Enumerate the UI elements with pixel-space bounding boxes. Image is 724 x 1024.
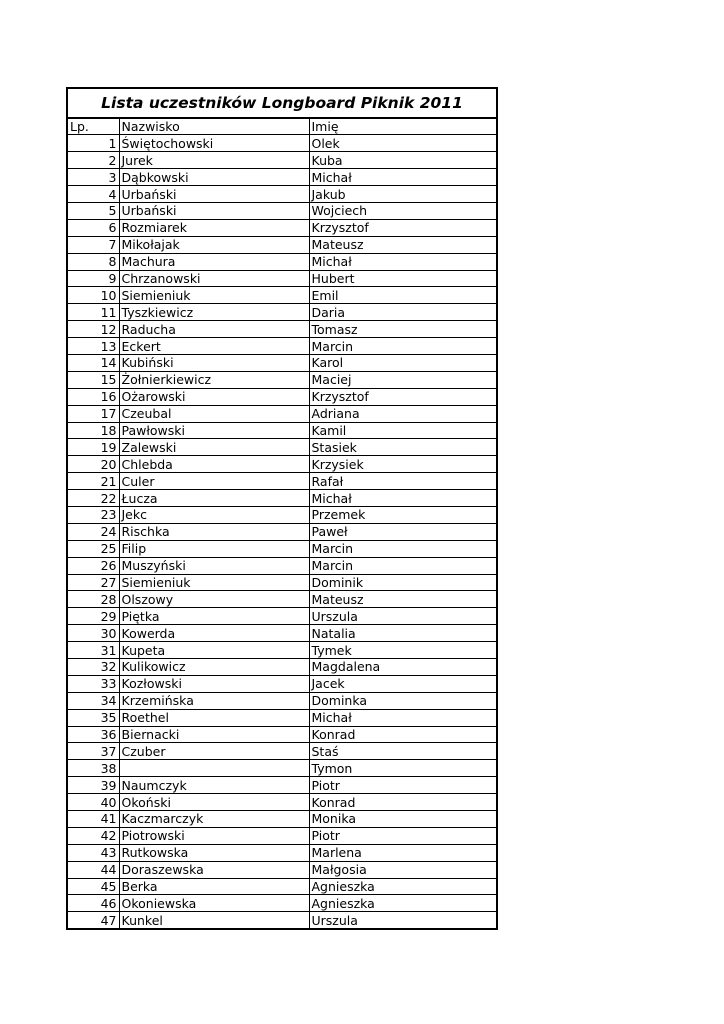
cell-lp[interactable]: 47 <box>67 912 119 929</box>
cell-nazwisko[interactable]: Jekc <box>119 506 309 523</box>
cell-lp[interactable]: 10 <box>67 287 119 304</box>
table-row <box>67 557 497 574</box>
table-row <box>67 794 497 811</box>
table-row <box>67 371 497 388</box>
table-row <box>67 692 497 709</box>
cell-imie[interactable]: Krzysiek <box>309 456 497 473</box>
cell-imie[interactable]: Mateusz <box>309 591 497 608</box>
cell-nazwisko[interactable]: Siemieniuk <box>119 574 309 591</box>
cell-imie[interactable]: Michał <box>309 253 497 270</box>
table-row <box>67 895 497 912</box>
table-row <box>67 675 497 692</box>
cell-nazwisko[interactable]: Culer <box>119 473 309 490</box>
cell-lp[interactable]: 6 <box>67 219 119 236</box>
cell-lp[interactable]: 3 <box>67 169 119 186</box>
table-row <box>67 236 497 253</box>
cell-imie[interactable]: Przemek <box>309 506 497 523</box>
cell-lp[interactable]: 28 <box>67 591 119 608</box>
cell-lp[interactable]: 38 <box>67 760 119 777</box>
table-row <box>67 186 497 203</box>
cell-imie[interactable]: Tymon <box>309 760 497 777</box>
cell-nazwisko[interactable]: Piętka <box>119 608 309 625</box>
table-row <box>67 135 497 152</box>
table-row <box>67 726 497 743</box>
table-row <box>67 287 497 304</box>
cell-lp[interactable]: 31 <box>67 642 119 659</box>
table-row <box>67 152 497 169</box>
cell-nazwisko[interactable]: Chrzanowski <box>119 270 309 287</box>
cell-lp[interactable]: 37 <box>67 743 119 760</box>
cell-nazwisko[interactable]: Pawłowski <box>119 422 309 439</box>
cell-imie[interactable]: Rafał <box>309 473 497 490</box>
cell-nazwisko[interactable]: Biernacki <box>119 726 309 743</box>
cell-nazwisko[interactable]: Muszyński <box>119 557 309 574</box>
cell-nazwisko[interactable]: Ożarowski <box>119 388 309 405</box>
cell-imie[interactable]: Kuba <box>309 152 497 169</box>
cell-nazwisko[interactable]: Krzemińska <box>119 692 309 709</box>
cell-imie[interactable]: Daria <box>309 304 497 321</box>
table-row <box>67 540 497 557</box>
header-nazwisko[interactable]: Nazwisko <box>119 118 309 135</box>
table-row <box>67 642 497 659</box>
cell-lp[interactable]: 39 <box>67 777 119 794</box>
cell-imie[interactable]: Maciej <box>309 371 497 388</box>
cell-nazwisko[interactable]: Machura <box>119 253 309 270</box>
cell-imie[interactable]: Marcin <box>309 540 497 557</box>
cell-nazwisko[interactable]: Piotrowski <box>119 827 309 844</box>
table-row <box>67 861 497 878</box>
table-row <box>67 456 497 473</box>
cell-lp[interactable]: 27 <box>67 574 119 591</box>
cell-lp[interactable]: 15 <box>67 371 119 388</box>
cell-lp[interactable]: 21 <box>67 473 119 490</box>
cell-lp[interactable]: 20 <box>67 456 119 473</box>
cell-lp[interactable]: 42 <box>67 827 119 844</box>
cell-imie[interactable]: Dominka <box>309 692 497 709</box>
cell-nazwisko[interactable]: Żołnierkiewicz <box>119 371 309 388</box>
cell-imie[interactable]: Krzysztof <box>309 219 497 236</box>
cell-imie[interactable]: Magdalena <box>309 659 497 676</box>
table-row <box>67 321 497 338</box>
cell-imie[interactable]: Staś <box>309 743 497 760</box>
header-imie[interactable]: Imię <box>309 118 497 135</box>
cell-lp[interactable]: 40 <box>67 794 119 811</box>
table-row <box>67 659 497 676</box>
table-row <box>67 523 497 540</box>
cell-nazwisko[interactable]: Doraszewska <box>119 861 309 878</box>
table-row <box>67 405 497 422</box>
cell-imie[interactable]: Wojciech <box>309 202 497 219</box>
cell-imie[interactable]: Konrad <box>309 726 497 743</box>
sheet-title[interactable]: Lista uczestników Longboard Piknik 2011 <box>67 88 497 118</box>
cell-lp[interactable]: 30 <box>67 625 119 642</box>
table-row <box>67 743 497 760</box>
cell-imie[interactable]: Małgosia <box>309 861 497 878</box>
cell-nazwisko[interactable]: Mikołajak <box>119 236 309 253</box>
cell-imie[interactable]: Michał <box>309 490 497 507</box>
cell-imie[interactable]: Tymek <box>309 642 497 659</box>
cell-imie[interactable]: Natalia <box>309 625 497 642</box>
table-row <box>67 169 497 186</box>
cell-lp[interactable]: 45 <box>67 878 119 895</box>
cell-nazwisko[interactable]: Rozmiarek <box>119 219 309 236</box>
cell-lp[interactable]: 2 <box>67 152 119 169</box>
cell-imie[interactable]: Marcin <box>309 557 497 574</box>
cell-imie[interactable]: Urszula <box>309 608 497 625</box>
cell-nazwisko[interactable]: Świętochowski <box>119 135 309 152</box>
table-row <box>67 202 497 219</box>
cell-nazwisko[interactable]: Rischka <box>119 523 309 540</box>
cell-nazwisko[interactable]: Kozłowski <box>119 675 309 692</box>
cell-nazwisko[interactable]: Łucza <box>119 490 309 507</box>
cell-nazwisko[interactable]: Urbański <box>119 186 309 203</box>
table-row <box>67 709 497 726</box>
table-row <box>67 777 497 794</box>
cell-nazwisko[interactable]: Rutkowska <box>119 844 309 861</box>
cell-imie[interactable]: Kamil <box>309 422 497 439</box>
table-row <box>67 827 497 844</box>
cell-imie[interactable]: Agnieszka <box>309 878 497 895</box>
cell-lp[interactable]: 26 <box>67 557 119 574</box>
table-row <box>67 270 497 287</box>
table-row <box>67 625 497 642</box>
cell-imie[interactable]: Marlena <box>309 844 497 861</box>
table-row <box>67 506 497 523</box>
cell-nazwisko[interactable]: Kulikowicz <box>119 659 309 676</box>
cell-lp[interactable]: 32 <box>67 659 119 676</box>
cell-imie[interactable]: Mateusz <box>309 236 497 253</box>
cell-nazwisko[interactable]: Dąbkowski <box>119 169 309 186</box>
cell-lp[interactable]: 17 <box>67 405 119 422</box>
cell-lp[interactable]: 14 <box>67 354 119 371</box>
table-row <box>67 811 497 828</box>
cell-imie[interactable]: Olek <box>309 135 497 152</box>
cell-nazwisko[interactable]: Raducha <box>119 321 309 338</box>
cell-imie[interactable]: Krzysztof <box>309 388 497 405</box>
cell-nazwisko[interactable]: Eckert <box>119 338 309 355</box>
cell-nazwisko[interactable]: Olszowy <box>119 591 309 608</box>
cell-lp[interactable]: 8 <box>67 253 119 270</box>
cell-nazwisko[interactable]: Kubiński <box>119 354 309 371</box>
table-row <box>67 878 497 895</box>
cell-imie[interactable]: Michał <box>309 169 497 186</box>
cell-lp[interactable]: 46 <box>67 895 119 912</box>
cell-nazwisko[interactable]: Filip <box>119 540 309 557</box>
cell-imie[interactable]: Tomasz <box>309 321 497 338</box>
cell-lp[interactable]: 41 <box>67 811 119 828</box>
cell-nazwisko[interactable]: Tyszkiewicz <box>119 304 309 321</box>
cell-nazwisko[interactable]: Okoniewska <box>119 895 309 912</box>
cell-lp[interactable]: 34 <box>67 692 119 709</box>
cell-lp[interactable]: 22 <box>67 490 119 507</box>
cell-imie[interactable]: Agnieszka <box>309 895 497 912</box>
title-row <box>67 88 497 118</box>
cell-imie[interactable]: Paweł <box>309 523 497 540</box>
cell-lp[interactable]: 7 <box>67 236 119 253</box>
cell-imie[interactable]: Michał <box>309 709 497 726</box>
table-row <box>67 591 497 608</box>
cell-lp[interactable]: 16 <box>67 388 119 405</box>
table-row <box>67 844 497 861</box>
cell-lp[interactable]: 4 <box>67 186 119 203</box>
cell-nazwisko[interactable]: Czuber <box>119 743 309 760</box>
cell-lp[interactable]: 5 <box>67 202 119 219</box>
cell-lp[interactable]: 13 <box>67 338 119 355</box>
table-row <box>67 253 497 270</box>
cell-imie[interactable]: Marcin <box>309 338 497 355</box>
cell-imie[interactable]: Piotr <box>309 777 497 794</box>
cell-nazwisko[interactable]: Zalewski <box>119 439 309 456</box>
table-row <box>67 760 497 777</box>
cell-imie[interactable]: Dominik <box>309 574 497 591</box>
cell-imie[interactable]: Emil <box>309 287 497 304</box>
cell-nazwisko[interactable]: Berka <box>119 878 309 895</box>
table-row <box>67 338 497 355</box>
table-row <box>67 912 497 929</box>
cell-imie[interactable]: Adriana <box>309 405 497 422</box>
cell-lp[interactable]: 35 <box>67 709 119 726</box>
cell-lp[interactable]: 43 <box>67 844 119 861</box>
cell-nazwisko[interactable]: Urbański <box>119 202 309 219</box>
table-row <box>67 422 497 439</box>
cell-nazwisko[interactable]: Czeubal <box>119 405 309 422</box>
cell-imie[interactable]: Karol <box>309 354 497 371</box>
cell-lp[interactable]: 11 <box>67 304 119 321</box>
cell-imie[interactable]: Monika <box>309 811 497 828</box>
table-row <box>67 490 497 507</box>
cell-nazwisko[interactable]: Jurek <box>119 152 309 169</box>
cell-nazwisko[interactable]: Kowerda <box>119 625 309 642</box>
cell-lp[interactable]: 23 <box>67 506 119 523</box>
header-lp[interactable]: Lp. <box>67 118 119 135</box>
cell-nazwisko[interactable]: Siemieniuk <box>119 287 309 304</box>
cell-lp[interactable]: 29 <box>67 608 119 625</box>
cell-nazwisko[interactable]: Kunkel <box>119 912 309 929</box>
table-row <box>67 388 497 405</box>
table-row <box>67 219 497 236</box>
cell-lp[interactable]: 25 <box>67 540 119 557</box>
cell-nazwisko[interactable]: Okoński <box>119 794 309 811</box>
table-row <box>67 304 497 321</box>
cell-imie[interactable]: Stasiek <box>309 439 497 456</box>
table-row <box>67 574 497 591</box>
cell-lp[interactable]: 18 <box>67 422 119 439</box>
table-row <box>67 354 497 371</box>
participants-table <box>66 87 498 930</box>
table-row <box>67 439 497 456</box>
cell-imie[interactable]: Hubert <box>309 270 497 287</box>
cell-nazwisko[interactable]: Naumczyk <box>119 777 309 794</box>
cell-imie[interactable]: Jacek <box>309 675 497 692</box>
cell-nazwisko[interactable]: Chlebda <box>119 456 309 473</box>
cell-lp[interactable]: 9 <box>67 270 119 287</box>
cell-lp[interactable]: 24 <box>67 523 119 540</box>
table-row <box>67 473 497 490</box>
cell-lp[interactable]: 1 <box>67 135 119 152</box>
cell-nazwisko[interactable]: Kupeta <box>119 642 309 659</box>
cell-imie[interactable]: Urszula <box>309 912 497 929</box>
cell-nazwisko[interactable] <box>119 760 309 777</box>
cell-lp[interactable]: 12 <box>67 321 119 338</box>
table-row <box>67 608 497 625</box>
cell-imie[interactable]: Piotr <box>309 827 497 844</box>
cell-lp[interactable]: 36 <box>67 726 119 743</box>
cell-imie[interactable]: Jakub <box>309 186 497 203</box>
cell-imie[interactable]: Konrad <box>309 794 497 811</box>
cell-lp[interactable]: 19 <box>67 439 119 456</box>
cell-lp[interactable]: 33 <box>67 675 119 692</box>
cell-nazwisko[interactable]: Roethel <box>119 709 309 726</box>
header-row <box>67 118 497 135</box>
cell-lp[interactable]: 44 <box>67 861 119 878</box>
cell-nazwisko[interactable]: Kaczmarczyk <box>119 811 309 828</box>
